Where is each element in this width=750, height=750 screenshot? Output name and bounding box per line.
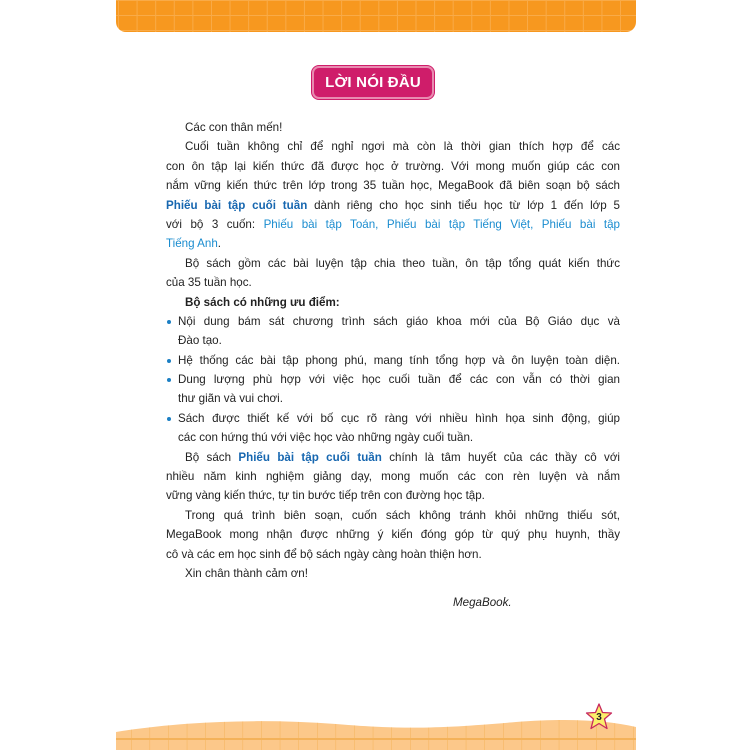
text-segment: cô và các em học sinh để bộ sách ngày càng hoàn thiện hơn.: [166, 547, 482, 561]
page-title: LỜI NÓI ĐẦU: [312, 66, 434, 99]
book-title-highlight: Phiếu bài tập cuối tuần: [166, 198, 308, 212]
book-title-highlight: Phiếu bài tập cuối tuần: [238, 450, 382, 464]
text-segment: Trong quá trình biên soạn, cuốn sách không tránh khỏi những thiếu sót,: [185, 508, 620, 522]
text-segment: MegaBook mong nhận được những ý kiến đóng góp từ quý phụ huynh, thầy: [166, 528, 620, 542]
text-segment: các con hứng thú với việc học vào những ngày cuối tuần.: [178, 431, 474, 445]
bullet-item-line: [166, 370, 620, 389]
text-segment: Xin chân thành cảm ơn!: [185, 566, 308, 580]
text-segment: Bộ sách gồm các bài luyện tập chia theo tuần, ôn tập tổng quát kiến thức: [185, 256, 620, 270]
book-series-name: Tiếng Anh: [166, 237, 218, 251]
text-segment: nắm vững kiến thức trên lớp trong 35 tuần học, MegaBook đã biên soạn bộ sách: [166, 179, 620, 193]
preface-body: [166, 118, 620, 583]
text-segment: Đào tạo.: [178, 334, 222, 348]
text-segment: Dung lượng phù hợp với việc học cuối tuần để các con vẫn có thời gian: [178, 373, 620, 387]
bullet-item-line: [166, 409, 620, 428]
text-line: [166, 467, 620, 486]
text-segment: Bộ sách: [185, 450, 239, 464]
text-segment: Bộ sách có những ưu điểm:: [185, 295, 340, 309]
text-line: [166, 234, 620, 253]
text-line: [166, 564, 620, 583]
text-line: [166, 273, 620, 292]
text-line: [166, 428, 620, 447]
text-line: [166, 525, 620, 544]
text-segment: Nội dung bám sát chương trình sách giáo khoa mới của Bộ Giáo dục và: [178, 314, 620, 328]
page-number: 3: [596, 712, 602, 723]
bottom-wave-decoration: [116, 700, 636, 750]
text-segment: với bộ 3 cuốn:: [166, 217, 264, 231]
text-line: [166, 506, 620, 525]
bullet-item-line: [166, 351, 620, 370]
text-line: [166, 389, 620, 408]
top-decorative-band: [116, 0, 636, 32]
text-segment: dành riêng cho học sinh tiểu học từ lớp 1 đến lớp 5: [307, 198, 620, 212]
text-segment: .: [217, 237, 222, 251]
text-segment: Cuối tuần không chỉ để nghỉ ngơi mà còn là thời gian thích hợp để các: [185, 140, 620, 154]
text-line: [166, 448, 620, 467]
text-segment: chính là tâm huyết của các thầy cô với: [381, 450, 620, 464]
text-line: [166, 545, 620, 564]
text-segment: Sách được thiết kế với bố cục rõ ràng với nhiều hình họa sinh động, giúp: [178, 411, 620, 425]
signature: MegaBook.: [453, 596, 512, 609]
text-line: [166, 254, 620, 273]
book-series-name: Phiếu bài tập Toán, Phiếu bài tập Tiếng Việt, Phiếu bài tập: [263, 217, 620, 231]
text-line: [166, 137, 620, 156]
text-line: [166, 157, 620, 176]
bullet-item-line: [166, 312, 620, 331]
text-line: [166, 176, 620, 195]
text-segment: Hệ thống các bài tập phong phú, mang tính tổng hợp và ôn luyện toàn diện.: [178, 353, 620, 367]
text-line: [166, 196, 620, 215]
text-segment: nhiều năm kinh nghiệm giảng dạy, mong muốn các con rèn luyện và nắm: [166, 470, 620, 484]
text-line: [166, 118, 620, 137]
text-segment: vững vàng kiến thức, tự tin bước tiếp trên con đường học tập.: [166, 489, 485, 503]
text-segment: con ôn tập lại kiến thức đã được học ở trường. Với mong muốn giúp các con: [166, 159, 620, 173]
text-line: [166, 293, 620, 312]
text-line: [166, 486, 620, 505]
text-line: [166, 215, 620, 234]
text-line: [166, 331, 620, 350]
text-segment: của 35 tuần học.: [166, 276, 252, 290]
text-segment: thư giãn và vui chơi.: [178, 392, 283, 406]
text-segment: Các con thân mến!: [185, 121, 283, 134]
